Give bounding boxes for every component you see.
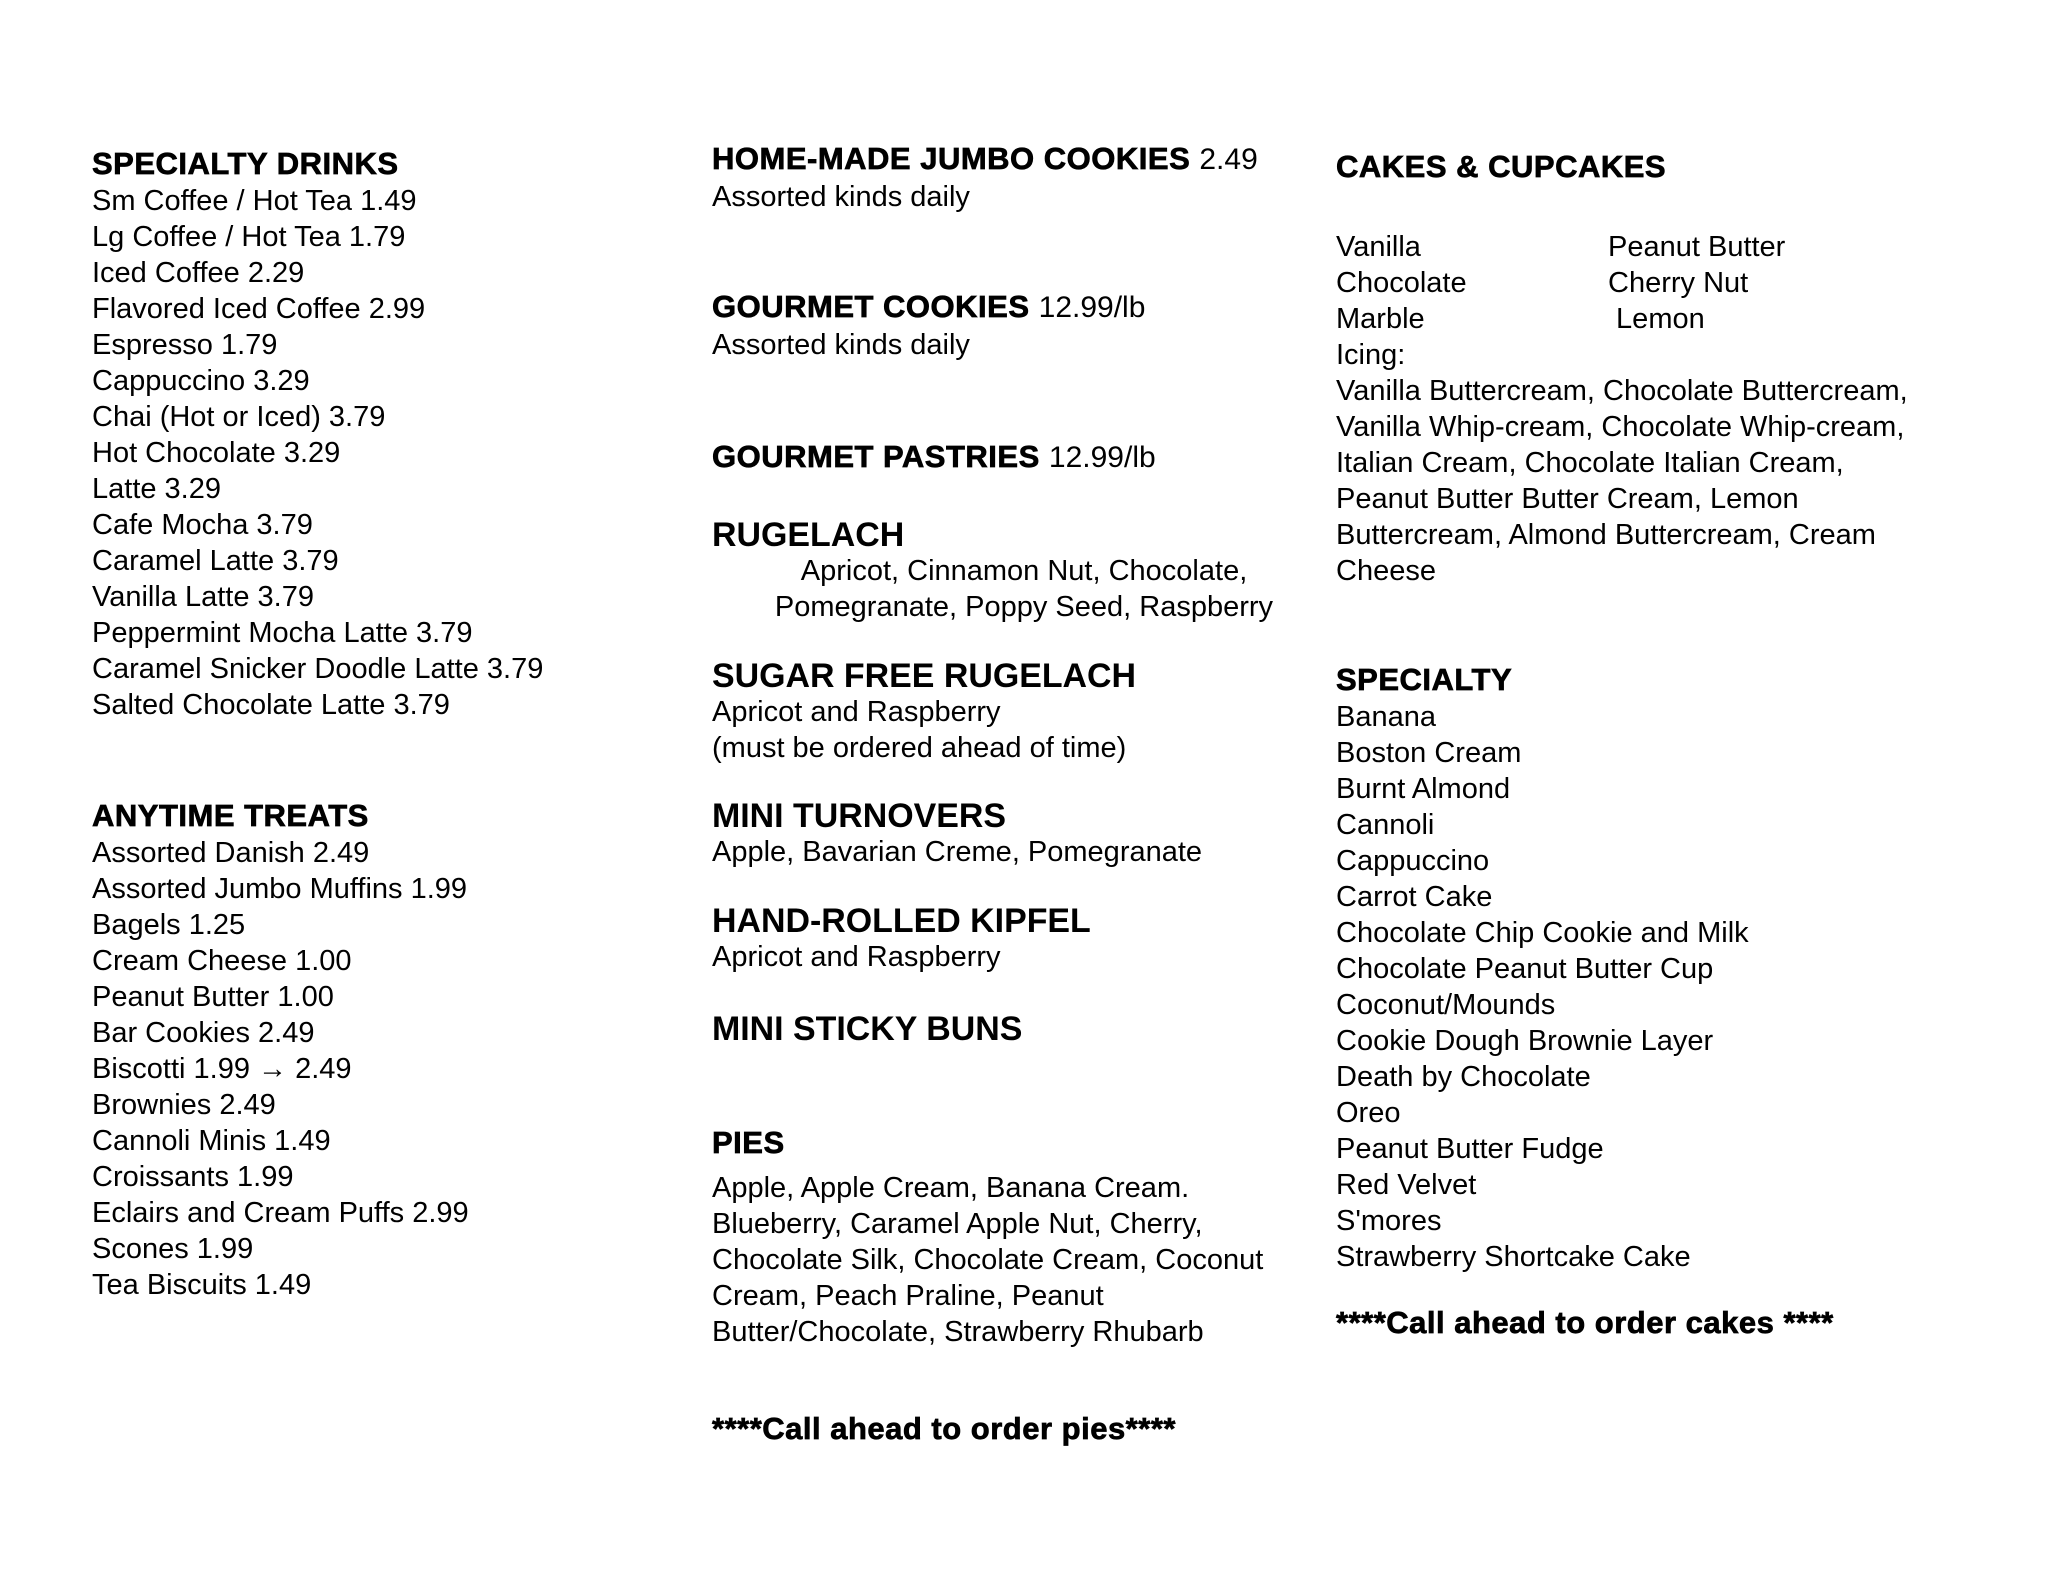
icing-line: Buttercream, Almond Buttercream, Cream [1336,519,1876,551]
menu-item: Cafe Mocha 3.79 [92,509,313,541]
price: 12.99/lb [1038,291,1146,324]
cake-flavors-right [1608,229,2016,337]
menu-item: Eclairs and Cream Puffs 2.99 [92,1197,469,1229]
menu-item: Latte 3.29 [92,473,221,505]
flavor-line: Apricot and Raspberry [712,941,1001,973]
icing-lines [1336,373,2016,589]
flavor-line: Cream, Peach Praline, Peanut [712,1280,1104,1312]
pies-flavor-lines [712,1170,1336,1350]
menu-item: Peppermint Mocha Latte 3.79 [92,617,473,649]
sugar-free-rugelach-heading: SUGAR FREE RUGELACH [712,657,1137,695]
menu-item: Assorted Danish 2.49 [92,837,370,869]
menu-item: Cookie Dough Brownie Layer [1336,1025,1714,1057]
mini-turnovers-heading: MINI TURNOVERS [712,797,1007,835]
home-made-cookies-note: Assorted kinds daily [712,181,970,213]
menu-item: Iced Coffee 2.29 [92,257,305,289]
mini-turnovers-lines [712,834,1336,870]
menu-item: Cream Cheese 1.00 [92,945,352,977]
menu-item: Scones 1.99 [92,1233,254,1265]
call-ahead-pies-note: ****Call ahead to order pies**** [712,1411,1176,1446]
menu-item: Croissants 1.99 [92,1161,294,1193]
rugelach-heading: RUGELACH [712,516,905,554]
gourmet-cookies-heading [712,288,1336,327]
rugelach-flavors [712,553,1336,625]
cakes-cupcakes-heading: CAKES & CUPCAKES [1336,149,1667,184]
specialty-cakes-heading: SPECIALTY [1336,662,1513,697]
menu-item: Hot Chocolate 3.29 [92,437,341,469]
flavor-line: Pomegranate, Poppy Seed, Raspberry [774,591,1274,623]
menu-item: Death by Chocolate [1336,1061,1591,1093]
pies-heading: PIES [712,1125,785,1160]
cake-flavors-left [1336,229,1608,337]
cake-flavor: Cherry Nut [1608,267,1749,299]
gourmet-cookies-note: Assorted kinds daily [712,329,970,361]
menu-item: Tea Biscuits 1.49 [92,1269,312,1301]
menu-item: Peanut Butter 1.00 [92,981,334,1013]
menu-item: Bar Cookies 2.49 [92,1017,315,1049]
menu-item: Caramel Snicker Doodle Latte 3.79 [92,653,544,685]
cake-flavor: Lemon [1608,303,1705,335]
menu-item: Bagels 1.25 [92,909,246,941]
home-made-jumbo-cookies-heading [712,140,1336,179]
mini-sticky-buns-heading: MINI STICKY BUNS [712,1010,1023,1048]
menu-item: Peanut Butter Fudge [1336,1133,1604,1165]
menu-item: Chocolate Chip Cookie and Milk [1336,917,1749,949]
hand-rolled-kipfel-lines [712,939,1336,975]
menu-item: Carrot Cake [1336,881,1493,913]
specialty-drinks-list [92,183,702,723]
specialty-drinks-heading: SPECIALTY DRINKS [92,146,399,181]
cake-flavor: Peanut Butter [1608,231,1786,263]
anytime-treats-heading: ANYTIME TREATS [92,798,369,833]
icing-line: Italian Cream, Chocolate Italian Cream, [1336,447,1844,479]
menu-item: Lg Coffee / Hot Tea 1.79 [92,221,406,253]
menu-item: Strawberry Shortcake Cake [1336,1241,1691,1273]
menu-item: Brownies 2.49 [92,1089,276,1121]
menu-item: Coconut/Mounds [1336,989,1556,1021]
menu-item: Vanilla Latte 3.79 [92,581,314,613]
menu-item: Salted Chocolate Latte 3.79 [92,689,450,721]
menu-item: Oreo [1336,1097,1401,1129]
menu-item: Banana [1336,701,1436,733]
specialty-cakes-list [1336,699,2016,1275]
anytime-treats-list [92,835,702,1303]
flavor-line: Chocolate Silk, Chocolate Cream, Coconut [712,1244,1264,1276]
menu-item: Biscotti 1.99 → 2.49 [92,1053,352,1085]
menu-item: Boston Cream [1336,737,1522,769]
cake-flavors-grid [1336,229,2016,337]
menu-item: Cannoli [1336,809,1435,841]
hand-rolled-kipfel-heading: HAND-ROLLED KIPFEL [712,902,1091,940]
flavor-line: (must be ordered ahead of time) [712,732,1127,764]
icing-line: Vanilla Whip-cream, Chocolate Whip-cream, [1336,411,1905,443]
column-cakes-cupcakes [1336,0,2016,1342]
menu-item: Chocolate Peanut Butter Cup [1336,953,1714,985]
menu-item: Cannoli Minis 1.49 [92,1125,331,1157]
column-drinks-treats [92,0,702,1303]
menu-item: Caramel Latte 3.79 [92,545,339,577]
heading-text: GOURMET PASTRIES [712,439,1040,474]
icing-line: Cheese [1336,555,1436,587]
cake-flavor: Vanilla [1336,231,1421,263]
price: 2.49 [1199,143,1258,176]
menu-item: Chai (Hot or Iced) 3.79 [92,401,386,433]
flavor-line: Apple, Apple Cream, Banana Cream. [712,1172,1190,1204]
menu-item: Burnt Almond [1336,773,1511,805]
sugar-free-rugelach-lines [712,694,1336,766]
price: 12.99/lb [1048,441,1156,474]
icing-line: Vanilla Buttercream, Chocolate Buttercream, [1336,375,1908,407]
menu-item: Cappuccino [1336,845,1490,877]
menu-item: Flavored Iced Coffee 2.99 [92,293,426,325]
menu-item: Red Velvet [1336,1169,1477,1201]
cake-flavor: Marble [1336,303,1425,335]
cake-flavor: Chocolate [1336,267,1467,299]
menu-item: Sm Coffee / Hot Tea 1.49 [92,185,417,217]
flavor-line: Apple, Bavarian Creme, Pomegranate [712,836,1203,868]
call-ahead-cakes-note: ****Call ahead to order cakes **** [1336,1305,1834,1340]
flavor-line: Blueberry, Caramel Apple Nut, Cherry, [712,1208,1203,1240]
flavor-line: Butter/Chocolate, Strawberry Rhubarb [712,1316,1204,1348]
heading-text: HOME-MADE JUMBO COOKIES [712,141,1191,176]
column-cookies-pastries-pies [712,0,1336,1448]
menu-item: Assorted Jumbo Muffins 1.99 [92,873,468,905]
menu-item: S'mores [1336,1205,1442,1237]
icing-line: Peanut Butter Butter Cream, Lemon [1336,483,1799,515]
icing-label: Icing: [1336,339,1406,371]
menu-item: Cappuccino 3.29 [92,365,310,397]
gourmet-pastries-heading [712,438,1336,477]
flavor-line: Apricot and Raspberry [712,696,1001,728]
flavor-line: Apricot, Cinnamon Nut, Chocolate, [800,555,1248,587]
heading-text: GOURMET COOKIES [712,289,1030,324]
menu-item: Espresso 1.79 [92,329,278,361]
